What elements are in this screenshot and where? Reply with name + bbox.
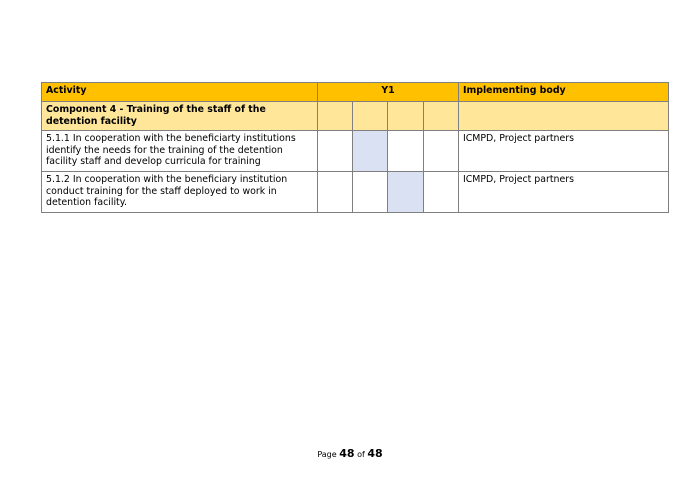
quarter-cell bbox=[424, 102, 459, 131]
quarter-cell-shaded bbox=[353, 131, 388, 172]
page-footer bbox=[0, 447, 700, 460]
activity-text: 5.1.1 In cooperation with the beneficiarty institutions identify the needs for the training of the detention facility staff and develop curricula for training bbox=[42, 131, 318, 172]
component-body-cell bbox=[459, 102, 669, 131]
workplan-table bbox=[41, 82, 669, 213]
quarter-cell bbox=[388, 131, 424, 172]
quarter-cell bbox=[353, 172, 388, 213]
component-label: Component 4 - Training of the staff of the detention facility bbox=[42, 102, 318, 131]
implementing-body-header: Implementing body bbox=[459, 83, 669, 102]
quarter-cell bbox=[353, 102, 388, 131]
activity-row bbox=[42, 131, 669, 172]
component-row bbox=[42, 102, 669, 131]
quarter-cell bbox=[318, 172, 353, 213]
page-total: 48 bbox=[367, 447, 383, 460]
year-header: Y1 bbox=[318, 83, 459, 102]
activity-text: 5.1.2 In cooperation with the beneficiary institution conduct training for the staff deployed to work in detention facility. bbox=[42, 172, 318, 213]
page-current: 48 bbox=[339, 447, 355, 460]
quarter-cell bbox=[388, 102, 424, 131]
quarter-cell bbox=[318, 131, 353, 172]
activity-header: Activity bbox=[42, 83, 318, 102]
page-prefix: Page bbox=[317, 450, 337, 459]
quarter-cell bbox=[318, 102, 353, 131]
implementing-body-text: ICMPD, Project partners bbox=[459, 172, 669, 213]
implementing-body-text: ICMPD, Project partners bbox=[459, 131, 669, 172]
quarter-cell bbox=[424, 131, 459, 172]
quarter-cell bbox=[424, 172, 459, 213]
activity-row bbox=[42, 172, 669, 213]
header-row bbox=[42, 83, 669, 102]
quarter-cell-shaded bbox=[388, 172, 424, 213]
page-of: of bbox=[357, 450, 365, 459]
